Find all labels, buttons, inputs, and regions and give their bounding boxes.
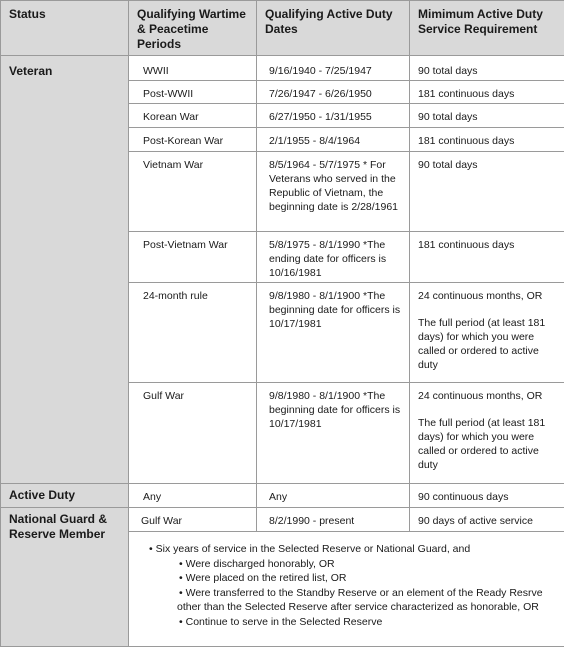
requirement-note: The full period (at least 181 days) for which you were called or ordered to active duty (418, 316, 558, 372)
dates-cell: 6/27/1950 - 1/31/1955 (257, 104, 410, 128)
bullet-icon: • (179, 616, 183, 628)
list-item (141, 542, 554, 557)
note-main: Six years of service in the Selected Reserve or National Guard, and (156, 543, 471, 555)
requirement-text: 24 continuous months, OR (418, 389, 558, 403)
list-item (141, 557, 554, 572)
dates-cell: 8/2/1990 - present (257, 508, 410, 532)
header-requirement: Mimimum Active Duty Service Requirement (410, 1, 564, 56)
requirement-cell: 181 continuous days (410, 128, 564, 152)
status-national-guard: National Guard & Reserve Member (1, 508, 129, 647)
list-item (141, 586, 554, 601)
header-row (1, 1, 564, 56)
guard-notes (129, 532, 564, 647)
period-cell: Korean War (129, 104, 257, 128)
period-cell: Post-WWII (129, 81, 257, 104)
bullet-icon: • (149, 543, 153, 555)
bullet-icon: • (179, 572, 183, 584)
requirement-cell: 90 total days (410, 152, 564, 232)
note-sub4: Continue to serve in the Selected Reserve (186, 616, 383, 628)
requirement-cell: 90 continuous days (410, 484, 564, 508)
list-item (141, 571, 554, 586)
requirement-cell: 90 days of active service (410, 508, 564, 532)
header-status: Status (1, 1, 129, 56)
requirement-cell: 90 total days (410, 56, 564, 81)
dates-cell: 7/26/1947 - 6/26/1950 (257, 81, 410, 104)
note-sub1: Were discharged honorably, OR (186, 558, 335, 570)
dates-cell: 9/16/1940 - 7/25/1947 (257, 56, 410, 81)
dates-cell: 2/1/1955 - 8/4/1964 (257, 128, 410, 152)
period-cell: Post-Vietnam War (129, 232, 257, 283)
requirement-cell: 90 total days (410, 104, 564, 128)
status-veteran: Veteran (1, 56, 129, 484)
dates-cell: 8/5/1964 - 5/7/1975 * For Veterans who served in the Republic of Vietnam, the beginning date is 2/28/1961 (257, 152, 410, 232)
requirement-note: The full period (at least 181 days) for which you were called or ordered to active duty (418, 416, 558, 472)
requirement-cell (410, 283, 564, 383)
header-dates: Qualifying Active Duty Dates (257, 1, 410, 56)
dates-cell: Any (257, 484, 410, 508)
dates-cell: 5/8/1975 - 8/1/1990 *The ending date for officers is 10/16/1981 (257, 232, 410, 283)
dates-cell: 9/8/1980 - 8/1/1900 *The beginning date for officers is 10/17/1981 (257, 283, 410, 383)
requirement-cell (410, 383, 564, 484)
dates-cell: 9/8/1980 - 8/1/1900 *The beginning date for officers is 10/17/1981 (257, 383, 410, 484)
period-cell: 24-month rule (129, 283, 257, 383)
requirement-text: 24 continuous months, OR (418, 289, 558, 303)
list-item-continued: other than the Selected Reserve after service characterized as honorable, OR (141, 600, 554, 615)
table-row (1, 484, 564, 508)
requirement-cell: 181 continuous days (410, 81, 564, 104)
header-periods: Qualifying Wartime & Peacetime Periods (129, 1, 257, 56)
period-cell: Gulf War (129, 383, 257, 484)
bullet-icon: • (179, 558, 183, 570)
table-row (1, 56, 564, 81)
table-row (1, 508, 564, 532)
note-sub3a: Were transferred to the Standby Reserve or an element of the Ready Resrve (186, 587, 543, 599)
list-item (141, 615, 554, 630)
period-cell: WWII (129, 56, 257, 81)
bullet-icon: • (179, 587, 183, 599)
period-cell: Vietnam War (129, 152, 257, 232)
period-cell: Gulf War (129, 508, 257, 532)
note-sub2: Were placed on the retired list, OR (186, 572, 347, 584)
requirement-cell: 181 continuous days (410, 232, 564, 283)
period-cell: Any (129, 484, 257, 508)
period-cell: Post-Korean War (129, 128, 257, 152)
status-active-duty: Active Duty (1, 484, 129, 508)
